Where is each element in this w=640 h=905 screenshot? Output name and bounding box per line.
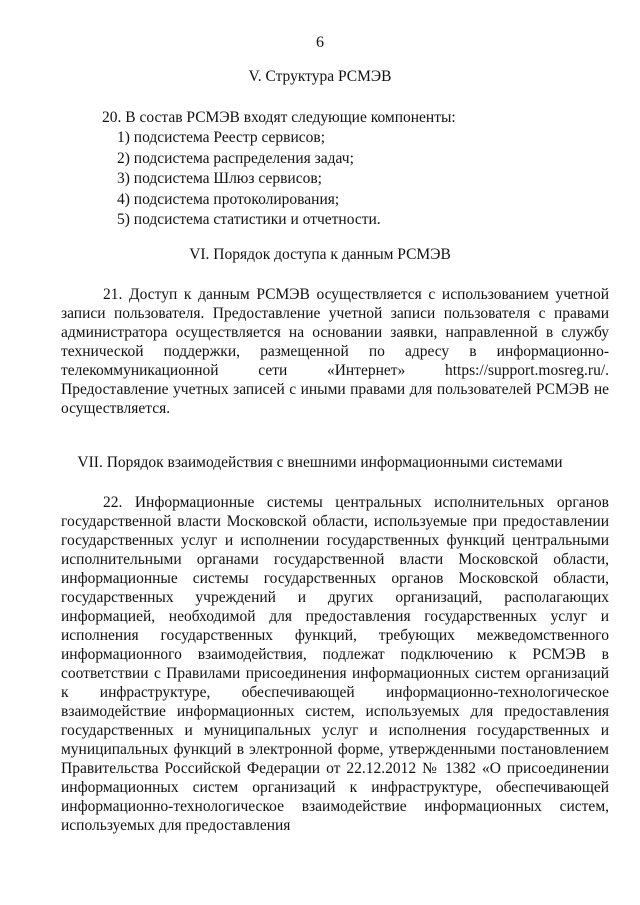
list-item: 1) подсистема Реестр сервисов; bbox=[117, 129, 326, 146]
section-heading-structure: V. Структура РСМЭВ bbox=[248, 68, 392, 85]
components-intro: 20. В состав РСМЭВ входят следующие компоненты: bbox=[102, 109, 456, 126]
page-number: 6 bbox=[316, 34, 324, 51]
section-heading-access: VI. Порядок доступа к данным РСМЭВ bbox=[189, 246, 451, 263]
components-list bbox=[117, 128, 381, 231]
list-item: 5) подсистема статистики и отчетности. bbox=[117, 211, 381, 228]
list-item: 2) подсистема распределения задач; bbox=[117, 149, 354, 167]
paragraph-21: 21. Доступ к данным РСМЭВ осуществляется с использованием учетной записи пользователя. Предоставление учетной записи пользователя с правами администратора осуществляется на основании заявки, направленной в службу технической поддержки, размещенной по адресу в информационно-телекоммуникационной сети «Интернет» https://support.mosreg.ru/. Предоставление учетных записей с иными правами для пользователей РСМЭВ не осуществляется. bbox=[61, 286, 609, 417]
list-item: 4) подсистема протоколирования; bbox=[117, 190, 340, 208]
section-heading-interaction: VII. Порядок взаимодействия с внешними информационными системами bbox=[77, 454, 563, 471]
paragraph-22: 22. Информационные системы центральных исполнительных органов государственной власти Московской области, используемые при предоставлении государственных услуг и исполнении государственных функций центральными исполнительными органами государственной власти Московской области, информационные системы государственных органов Московской области, государственных учреждений и других организаций, располагающих информацией, необходимой для предоставления государственных услуг и исполнения государственных функций, требующих межведомственного информационного взаимодействия, подлежат подключению к РСМЭВ в соответствии с Правилами присоединения информационных систем организаций к инфраструктуре, обеспечивающей информационно-технологическое взаимодействие информационных систем, используемых для предоставления государственных и муниципальных услуг и исполнения государственных и муниципальных функций в электронной форме, утвержденными постановлением Правительства Российской Федерации от 22.12.2012 № 1382 «О присоединении информационных систем организаций к инфраструктуре, обеспечивающей информационно-технологическое взаимодействие информационных систем, используемых для предоставления bbox=[61, 494, 609, 834]
list-item: 3) подсистема Шлюз сервисов; bbox=[117, 170, 322, 187]
